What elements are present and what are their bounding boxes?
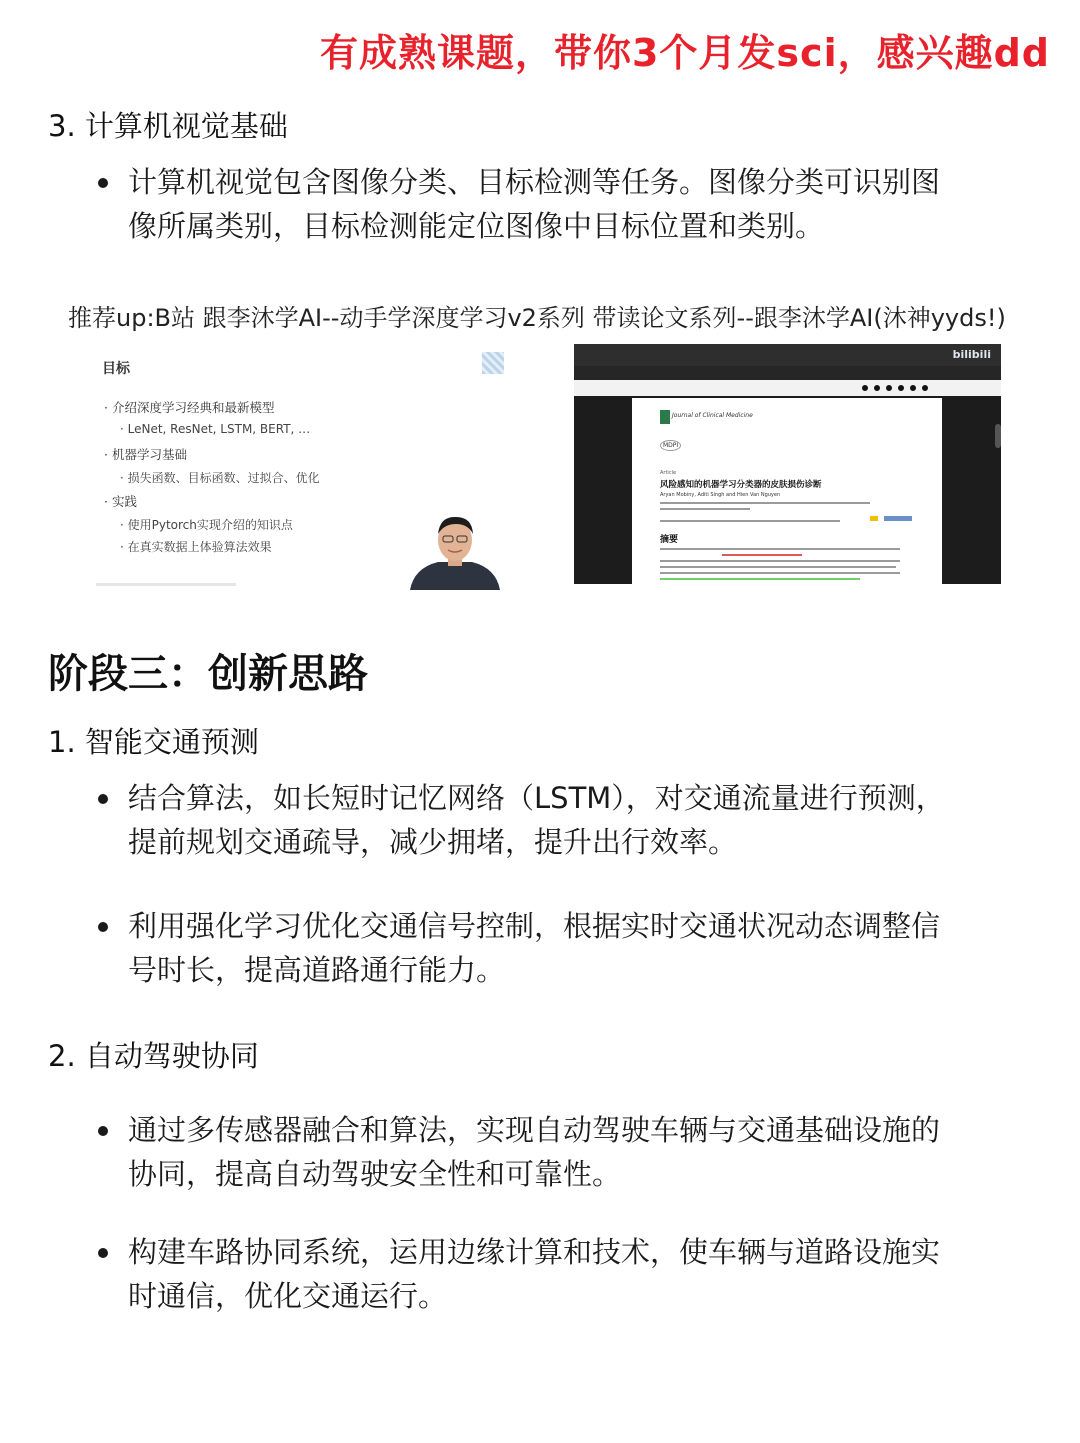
- color-dot: [898, 385, 904, 391]
- slide-line: · 损失函数、目标函数、过拟合、优化: [120, 471, 320, 485]
- slide-title: 目标: [102, 361, 130, 377]
- bullet-text: 构建车路协同系统，运用边缘计算和技术，使车辆与道路设施实时通信，优化交通运行。: [128, 1235, 941, 1313]
- bullet-dot: [98, 1248, 108, 1258]
- reader-toolbar: [574, 380, 1001, 396]
- article-type: Article: [660, 470, 677, 476]
- publisher-logo: MDPI: [660, 440, 681, 451]
- lecture-slide-image: [84, 344, 514, 590]
- journal-name: Journal of Clinical Medicine: [672, 412, 753, 419]
- slide-line: · 机器学习基础: [104, 447, 187, 462]
- presenter-image: [410, 512, 500, 590]
- slide-line: · 介绍深度学习经典和最新模型: [104, 400, 275, 415]
- promo-banner: 有成熟课题，带你3个月发sci，感兴趣dd: [319, 31, 1050, 75]
- qr-code-icon: [482, 352, 504, 374]
- text-line: [660, 560, 900, 562]
- paper-badges: [870, 516, 912, 521]
- bullet-text: 通过多传感器融合和算法，实现自动驾驶车辆与交通基础设施的协同，提高自动驾驶安全性和可靠性。: [128, 1113, 941, 1191]
- text-line: [660, 502, 870, 504]
- color-dot: [862, 385, 868, 391]
- reader-scrollbar: [995, 424, 1001, 448]
- reader-titlebar: [574, 344, 1001, 366]
- paper-reader-image: [574, 344, 1001, 584]
- paper-authors: Aryan Mobiny, Aditi Singh and Hien Van Nguyen: [660, 492, 781, 498]
- text-line: [660, 508, 750, 510]
- bullet-text: 结合算法，如长短时记忆网络（LSTM），对交通流量进行预测，提前规划交通疏导，减少拥堵，提升出行效率。: [128, 781, 945, 859]
- bullet-dot: [98, 1126, 108, 1136]
- color-dot: [874, 385, 880, 391]
- text-line: [660, 548, 900, 550]
- topic-bullet: [128, 904, 968, 992]
- paper-page: [632, 398, 942, 584]
- bullet-dot: [98, 794, 108, 804]
- topic-heading: 2. 自动驾驶协同: [48, 1039, 259, 1073]
- recommendation-line: 推荐up:B站 跟李沐学AI--动手学深度学习v2系列 带读论文系列--跟李沐学AI(沐神yyds!): [68, 304, 1006, 332]
- slide-line: · 在真实数据上体验算法效果: [120, 540, 272, 554]
- topic-bullet: [128, 1230, 968, 1318]
- bullet-dot: [98, 922, 108, 932]
- highlight-line: [722, 554, 802, 556]
- stage-heading: 阶段三：创新思路: [48, 651, 368, 697]
- bullet-dot: [98, 178, 108, 188]
- abstract-heading: 摘要: [660, 535, 679, 545]
- reader-tabbar: [574, 366, 1001, 380]
- bullet-cv: [128, 160, 968, 248]
- slide-line: · 实践: [104, 494, 137, 509]
- text-line: [660, 520, 840, 522]
- bilibili-watermark: bilibili: [952, 348, 991, 361]
- paper-title: 风险感知的机器学习分类器的皮肤损伤诊断: [660, 480, 822, 490]
- topic-bullet: [128, 776, 968, 864]
- slide-line: · LeNet, ResNet, LSTM, BERT, …: [120, 422, 311, 436]
- text-line: [660, 572, 900, 574]
- bullet-text: 计算机视觉包含图像分类、目标检测等任务。图像分类可识别图像所属类别，目标检测能定位图像中目标位置和类别。: [128, 165, 941, 243]
- highlight-line: [660, 578, 860, 580]
- text-line: [660, 566, 896, 568]
- journal-logo-icon: [660, 410, 670, 424]
- bullet-text: 利用强化学习优化交通信号控制，根据实时交通状况动态调整信号时长，提高道路通行能力。: [128, 909, 941, 987]
- topic-bullet: [128, 1108, 968, 1196]
- section-heading-cv: 3. 计算机视觉基础: [48, 109, 288, 143]
- slide-line: · 使用Pytorch实现介绍的知识点: [120, 518, 293, 532]
- color-dot: [910, 385, 916, 391]
- slide-footer-line: [96, 583, 236, 586]
- color-dot: [922, 385, 928, 391]
- color-dot: [886, 385, 892, 391]
- topic-heading: 1. 智能交通预测: [48, 725, 259, 759]
